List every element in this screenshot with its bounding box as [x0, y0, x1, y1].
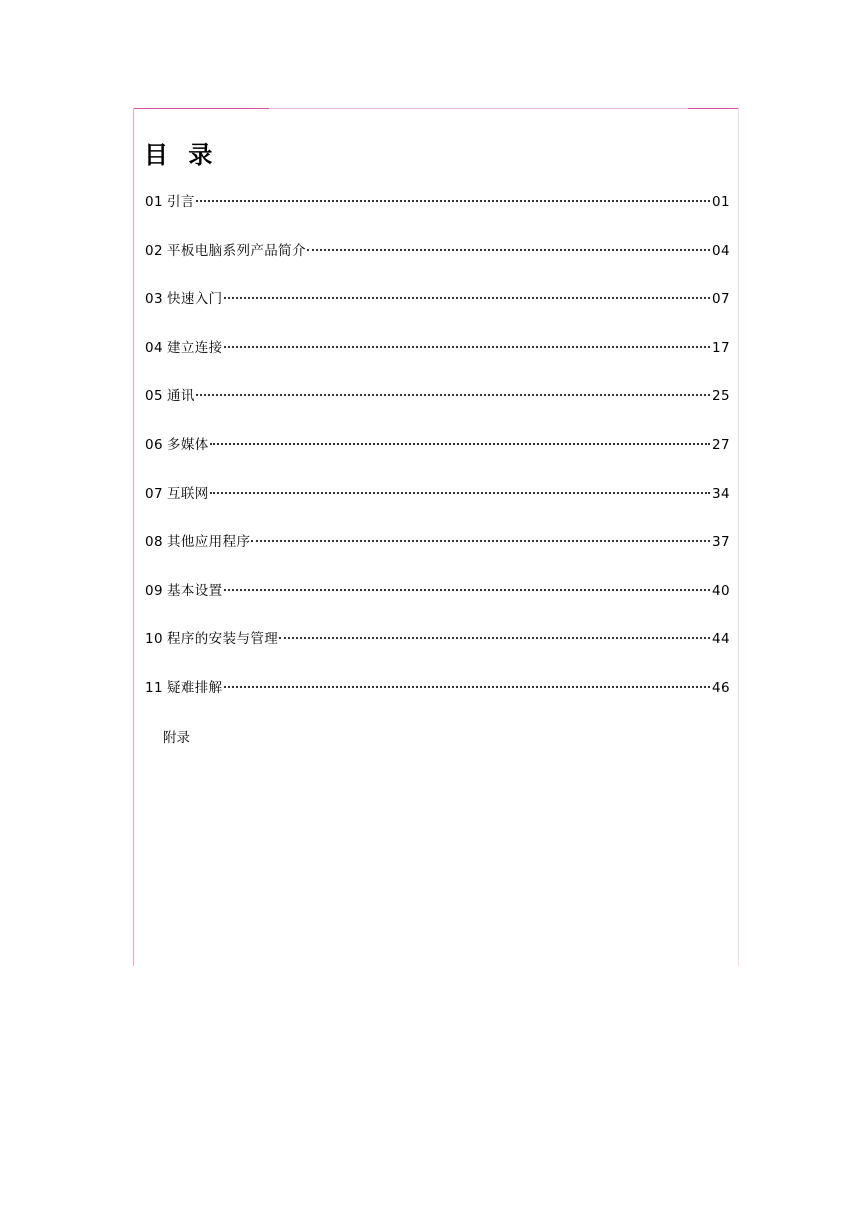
toc-entry-01[interactable]	[145, 190, 730, 239]
toc-dot-leader	[307, 249, 710, 251]
toc-dot-leader	[224, 297, 710, 299]
toc-dot-leader	[251, 540, 710, 542]
toc-entry-07[interactable]	[145, 482, 730, 531]
toc-list	[145, 190, 730, 725]
toc-entry-09[interactable]	[145, 579, 730, 628]
toc-dot-leader	[196, 200, 710, 202]
toc-entry-number: 07	[145, 485, 163, 502]
toc-entry-number: 11	[145, 679, 163, 696]
toc-entry-page: 37	[712, 534, 730, 551]
toc-dot-leader	[279, 637, 710, 639]
toc-entry-label: 互联网	[166, 485, 209, 502]
toc-entry-03[interactable]	[145, 287, 730, 336]
toc-entry-page: 46	[712, 679, 730, 696]
toc-entry-number: 05	[145, 388, 163, 405]
toc-entry-label: 建立连接	[166, 339, 223, 356]
toc-entry-number: 10	[145, 631, 163, 648]
toc-entry-02[interactable]	[145, 239, 730, 288]
toc-dot-leader	[224, 589, 710, 591]
toc-entry-08[interactable]	[145, 530, 730, 579]
toc-entry-number: 02	[145, 242, 163, 259]
toc-entry-page: 04	[712, 242, 730, 259]
toc-entry-page: 01	[712, 194, 730, 210]
toc-entry-label: 其他应用程序	[166, 534, 251, 551]
toc-entry-number: 01	[145, 194, 163, 210]
toc-dot-leader	[224, 346, 710, 348]
toc-entry-page: 44	[712, 631, 730, 648]
toc-entry-page: 34	[712, 485, 730, 502]
toc-entry-number: 09	[145, 582, 163, 599]
toc-entry-06[interactable]	[145, 433, 730, 482]
toc-entry-page: 17	[712, 339, 730, 356]
toc-entry-page: 27	[712, 436, 730, 453]
toc-entry-04[interactable]	[145, 336, 730, 385]
toc-title: 目 录	[144, 141, 219, 169]
toc-entry-label: 程序的安装与管理	[166, 631, 279, 648]
toc-entry-10[interactable]	[145, 627, 730, 676]
toc-entry-05[interactable]	[145, 384, 730, 433]
toc-entry-label: 多媒体	[166, 436, 209, 453]
toc-entry-number: 03	[145, 291, 163, 308]
frame-accent-right	[688, 108, 738, 109]
toc-entry-page: 07	[712, 291, 730, 308]
toc-dot-leader	[210, 443, 710, 445]
toc-entry-label: 引言	[166, 194, 195, 210]
frame-accent-left	[134, 108, 269, 109]
toc-entry-label: 通讯	[166, 388, 195, 405]
toc-dot-leader	[224, 686, 710, 688]
toc-dot-leader	[196, 394, 710, 396]
toc-entry-label: 疑难排解	[166, 679, 223, 696]
toc-entry-label: 快速入门	[166, 291, 223, 308]
toc-dot-leader	[210, 492, 710, 494]
toc-entry-page: 25	[712, 388, 730, 405]
toc-entry-page: 40	[712, 582, 730, 599]
toc-entry-label: 基本设置	[166, 582, 223, 599]
toc-entry-number: 08	[145, 534, 163, 551]
toc-entry-number: 06	[145, 436, 163, 453]
toc-entry-number: 04	[145, 339, 163, 356]
toc-appendix[interactable]: 附录	[163, 730, 190, 746]
toc-entry-11[interactable]	[145, 676, 730, 725]
toc-entry-label: 平板电脑系列产品简介	[166, 242, 306, 259]
